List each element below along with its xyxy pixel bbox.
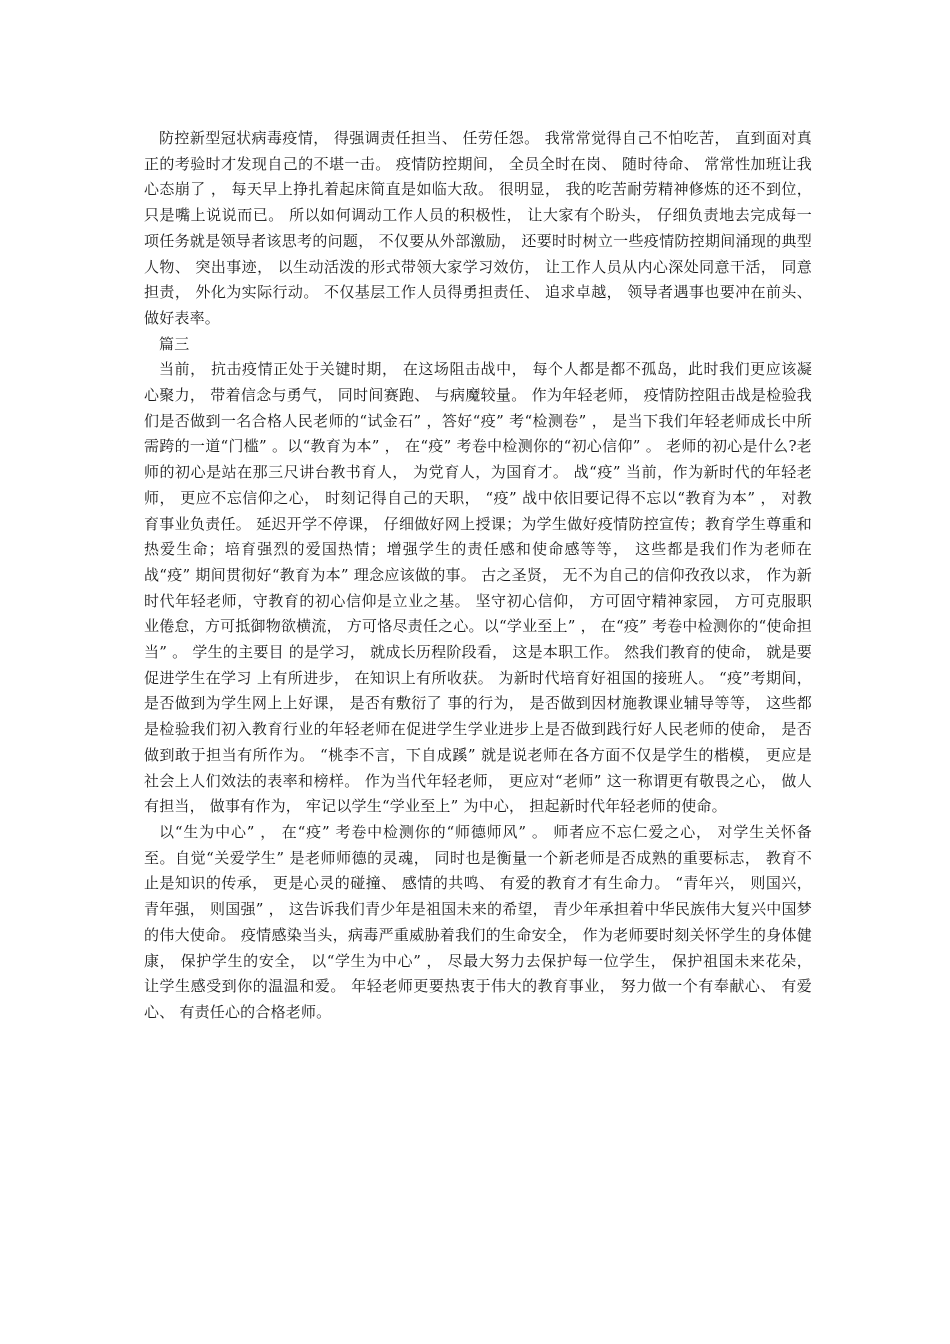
body-paragraph: 以“生为中心” ， 在“疫” 考卷中检测你的“师德师风” 。 师者应不忘仁爱之心， 对学生关怀备至。自觉“关爱学生” 是老师师德的灵魂， 同时也是衡量一个新老师是否成熟的重要标志， 教育不止是知识的传承， 更是心灵的碰撞、 感情的共鸣、 有爱的教育才有生命力。 “青年兴， 则国兴， 青年强， 则国强” ， 这告诉我们青少年是祖国未来的希望， 青少年承担着中华民族伟大复兴中国梦的伟大使命。 疫情感染当头，病毒严重威胁着我们的生命安全， 作为老师要时刻关怀学生的身体健康， 保护学生的安全， 以“学生为中心” ， 尽最大努力去保护每一位学生， 保护祖国未来花朵， 让学生感受到你的温温和爱。 年轻老师更要热衷于伟大的教育事业， 努力做一个有奉献心、 有爱心、 有责任心的合格老师。 xyxy=(144,822,812,1021)
body-paragraph: 防控新型冠状病毒疫情， 得强调责任担当、 任劳任怨。 我常常觉得自己不怕吃苦， 直到面对真正的考验时才发现自己的不堪一击。 疫情防控期间， 全员全时在岗、 随时待命、 常常性加班让我心态崩了 ， 每天早上挣扎着起床简直是如临大敌。 很明显， 我的吃苦耐劳精神修炼的还不到位， 只是嘴上说说而已。 所以如何调动工作人员的积极性， 让大家有个盼头， 仔细负责地去完成每一项任务就是领导者该思考的问题， 不仅要从外部激励， 还要时时树立一些疫情防控期间涌现的典型人物、 突出事迹， 以生动活泼的形式带领大家学习效仿， 让工作人员从内心深处同意干活， 同意担责， 外化为实际行动。 不仅基层工作人员得勇担责任、 追求卓越， 领导者遇事也要冲在前头、 做好表率。 xyxy=(144,129,812,327)
document-page xyxy=(144,126,812,1026)
body-paragraph: 当前， 抗击疫情正处于关键时期， 在这场阻击战中， 每个人都是都不孤岛，此时我们更应该凝心聚力， 带着信念与勇气， 同时间赛跑、 与病魔较量。 作为年轻老师， 疫情防控阻击战是检验我们是否做到一名合格人民老师的“试金石” ，答好“疫” 考“检测卷” ， 是当下我们年轻老师成长中所需跨的一道“门槛” 。以“教育为本” ， 在“疫” 考卷中检测你的“初心信仰” 。 老师的初心是什么?老师的初心是站在那三尺讲台教书育人， 为党育人，为国育才。 战“疫” 当前，作为新时代的年轻老师， 更应不忘信仰之心， 时刻记得自己的天职， “疫” 战中依旧要记得不忘以“教育为本” ， 对教育事业负责任。 延迟开学不停课， 仔细做好网上授课；为学生做好疫情防控宣传；教育学生尊重和热爱生命；培育强烈的爱国热情；增强学生的责任感和使命感等等， 这些都是我们作为老师在战“疫” 期间贯彻好“教育为本” 理念应该做的事。 古之圣贤， 无不为自己的信仰孜孜以求， 作为新时代年轻老师，守教育的初心信仰是立业之基。 坚守初心信仰， 方可固守精神家园， 方可克服职业倦怠，方可抵御物欲横流， 方可恪尽责任之心。以“学业至上” ， 在“疫” 考卷中检测你的“使命担当” 。 学生的主要目 的是学习， 就成长历程阶段看， 这是本职工作。 然我们教育的使命， 就是要促进学生在学习 上有所进步， 在知识上有所收获。 为新时代培育好祖国的接班人。 “疫”考期间， 是否做到为学生网上上好课， 是否有敷衍了 事的行为， 是否做到因材施教课业辅导等等， 这些都是检验我们初入教育行业的年轻老师在促进学生学业进步上是否做到践行好人民老师的使命， 是否做到敢于担当有所作为。 “桃李不言，下自成蹊” 就是说老师在各方面不仅是学生的楷模， 更应是社会上人们效法的表率和榜样。 作为当代年轻老师， 更应对“老师” 这一称谓更有敬畏之心， 做人有担当， 做事有作为， 牢记以学生“学业至上” 为中心， 担起新时代年轻老师的使命。 xyxy=(144,360,812,816)
section-heading: 篇三 xyxy=(159,334,190,353)
